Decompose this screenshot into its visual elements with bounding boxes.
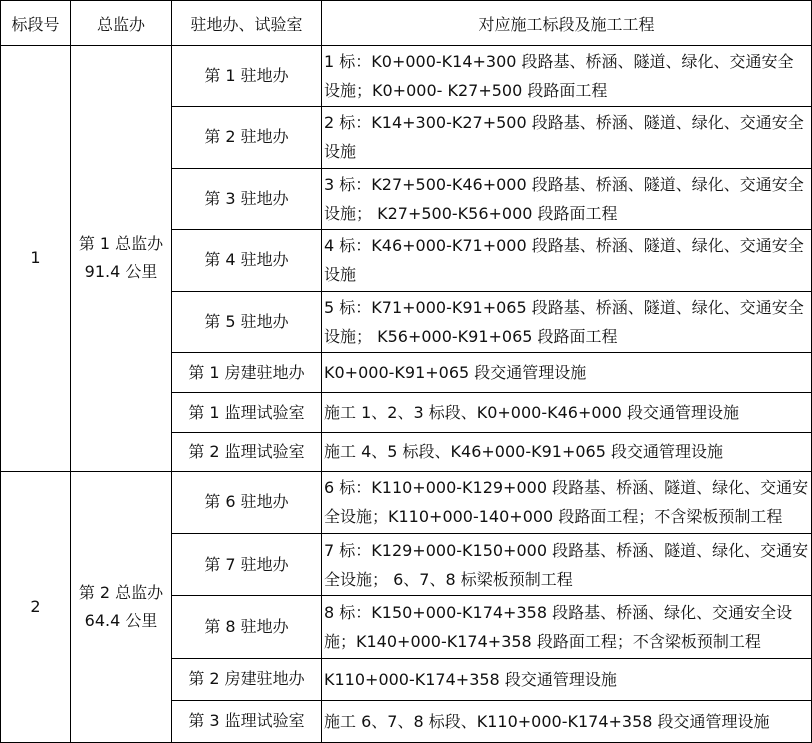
table-row: [1, 471, 812, 533]
table-row: [1, 46, 812, 107]
header-row: [1, 1, 812, 46]
header-section-no: 标段号: [1, 1, 71, 46]
scope-text: 7 标：K129+000-K150+000 段路基、桥涵、隧道、绿化、交通安全设施； 6、7、8 标梁板预制工程: [322, 534, 812, 596]
resident-office: 第 5 驻地办: [172, 292, 322, 353]
header-construction-scope: 对应施工标段及施工工程: [322, 1, 812, 46]
header-chief-office: 总监办: [71, 1, 172, 46]
resident-office: 第 3 监理试验室: [172, 700, 322, 742]
chief-office-cell: [71, 471, 172, 742]
section-number: 2: [1, 471, 71, 742]
scope-text: 4 标：K46+000-K71+000 段路基、桥涵、隧道、绿化、交通安全设施: [322, 229, 812, 291]
header-resident-office: 驻地办、试验室: [172, 1, 322, 46]
resident-office: 第 1 房建驻地办: [172, 353, 322, 393]
scope-text: K0+000-K91+065 段交通管理设施: [322, 353, 812, 393]
scope-text: K110+000-K174+358 段交通管理设施: [322, 658, 812, 700]
scope-text: 8 标：K150+000-K174+358 段路基、桥涵、绿化、交通安全设施；K140+000-K174+358 段路面工程；不含梁板预制工程: [322, 596, 812, 658]
resident-office: 第 6 驻地办: [172, 471, 322, 533]
scope-text: 5 标：K71+000-K91+065 段路基、桥涵、隧道、绿化、交通安全设施； K56+000-K91+065 段路面工程: [322, 292, 812, 353]
scope-text: 3 标：K27+500-K46+000 段路基、桥涵、隧道、绿化、交通安全设施； K27+500-K56+000 段路面工程: [322, 168, 812, 229]
scope-text: 施工 1、2、3 标段、K0+000-K46+000 段交通管理设施: [322, 393, 812, 432]
resident-office: 第 3 驻地办: [172, 168, 322, 229]
chief-office-length: 64.4 公里: [84, 610, 158, 630]
resident-office: 第 2 房建驻地办: [172, 658, 322, 700]
resident-office: 第 1 驻地办: [172, 46, 322, 107]
chief-office-cell: [71, 46, 172, 472]
chief-office-name: 第 2 总监办: [78, 582, 164, 602]
resident-office: 第 7 驻地办: [172, 534, 322, 596]
chief-office-name: 第 1 总监办: [78, 234, 164, 254]
resident-office: 第 2 驻地办: [172, 107, 322, 168]
chief-office-length: 91.4 公里: [84, 262, 158, 282]
resident-office: 第 2 监理试验室: [172, 432, 322, 471]
section-number: 1: [1, 46, 71, 472]
scope-text: 6 标：K110+000-K129+000 段路基、桥涵、隧道、绿化、交通安全设施；K110+000-140+000 段路面工程；不含梁板预制工程: [322, 471, 812, 533]
scope-text: 施工 6、7、8 标段、K110+000-K174+358 段交通管理设施: [322, 700, 812, 742]
scope-text: 1 标：K0+000-K14+300 段路基、桥涵、隧道、绿化、交通安全设施；K0+000- K27+500 段路面工程: [322, 46, 812, 107]
resident-office: 第 8 驻地办: [172, 596, 322, 658]
resident-office: 第 4 驻地办: [172, 229, 322, 291]
scope-text: 施工 4、5 标段、K46+000-K91+065 段交通管理设施: [322, 432, 812, 471]
resident-office: 第 1 监理试验室: [172, 393, 322, 432]
scope-text: 2 标：K14+300-K27+500 段路基、桥涵、隧道、绿化、交通安全设施: [322, 107, 812, 168]
